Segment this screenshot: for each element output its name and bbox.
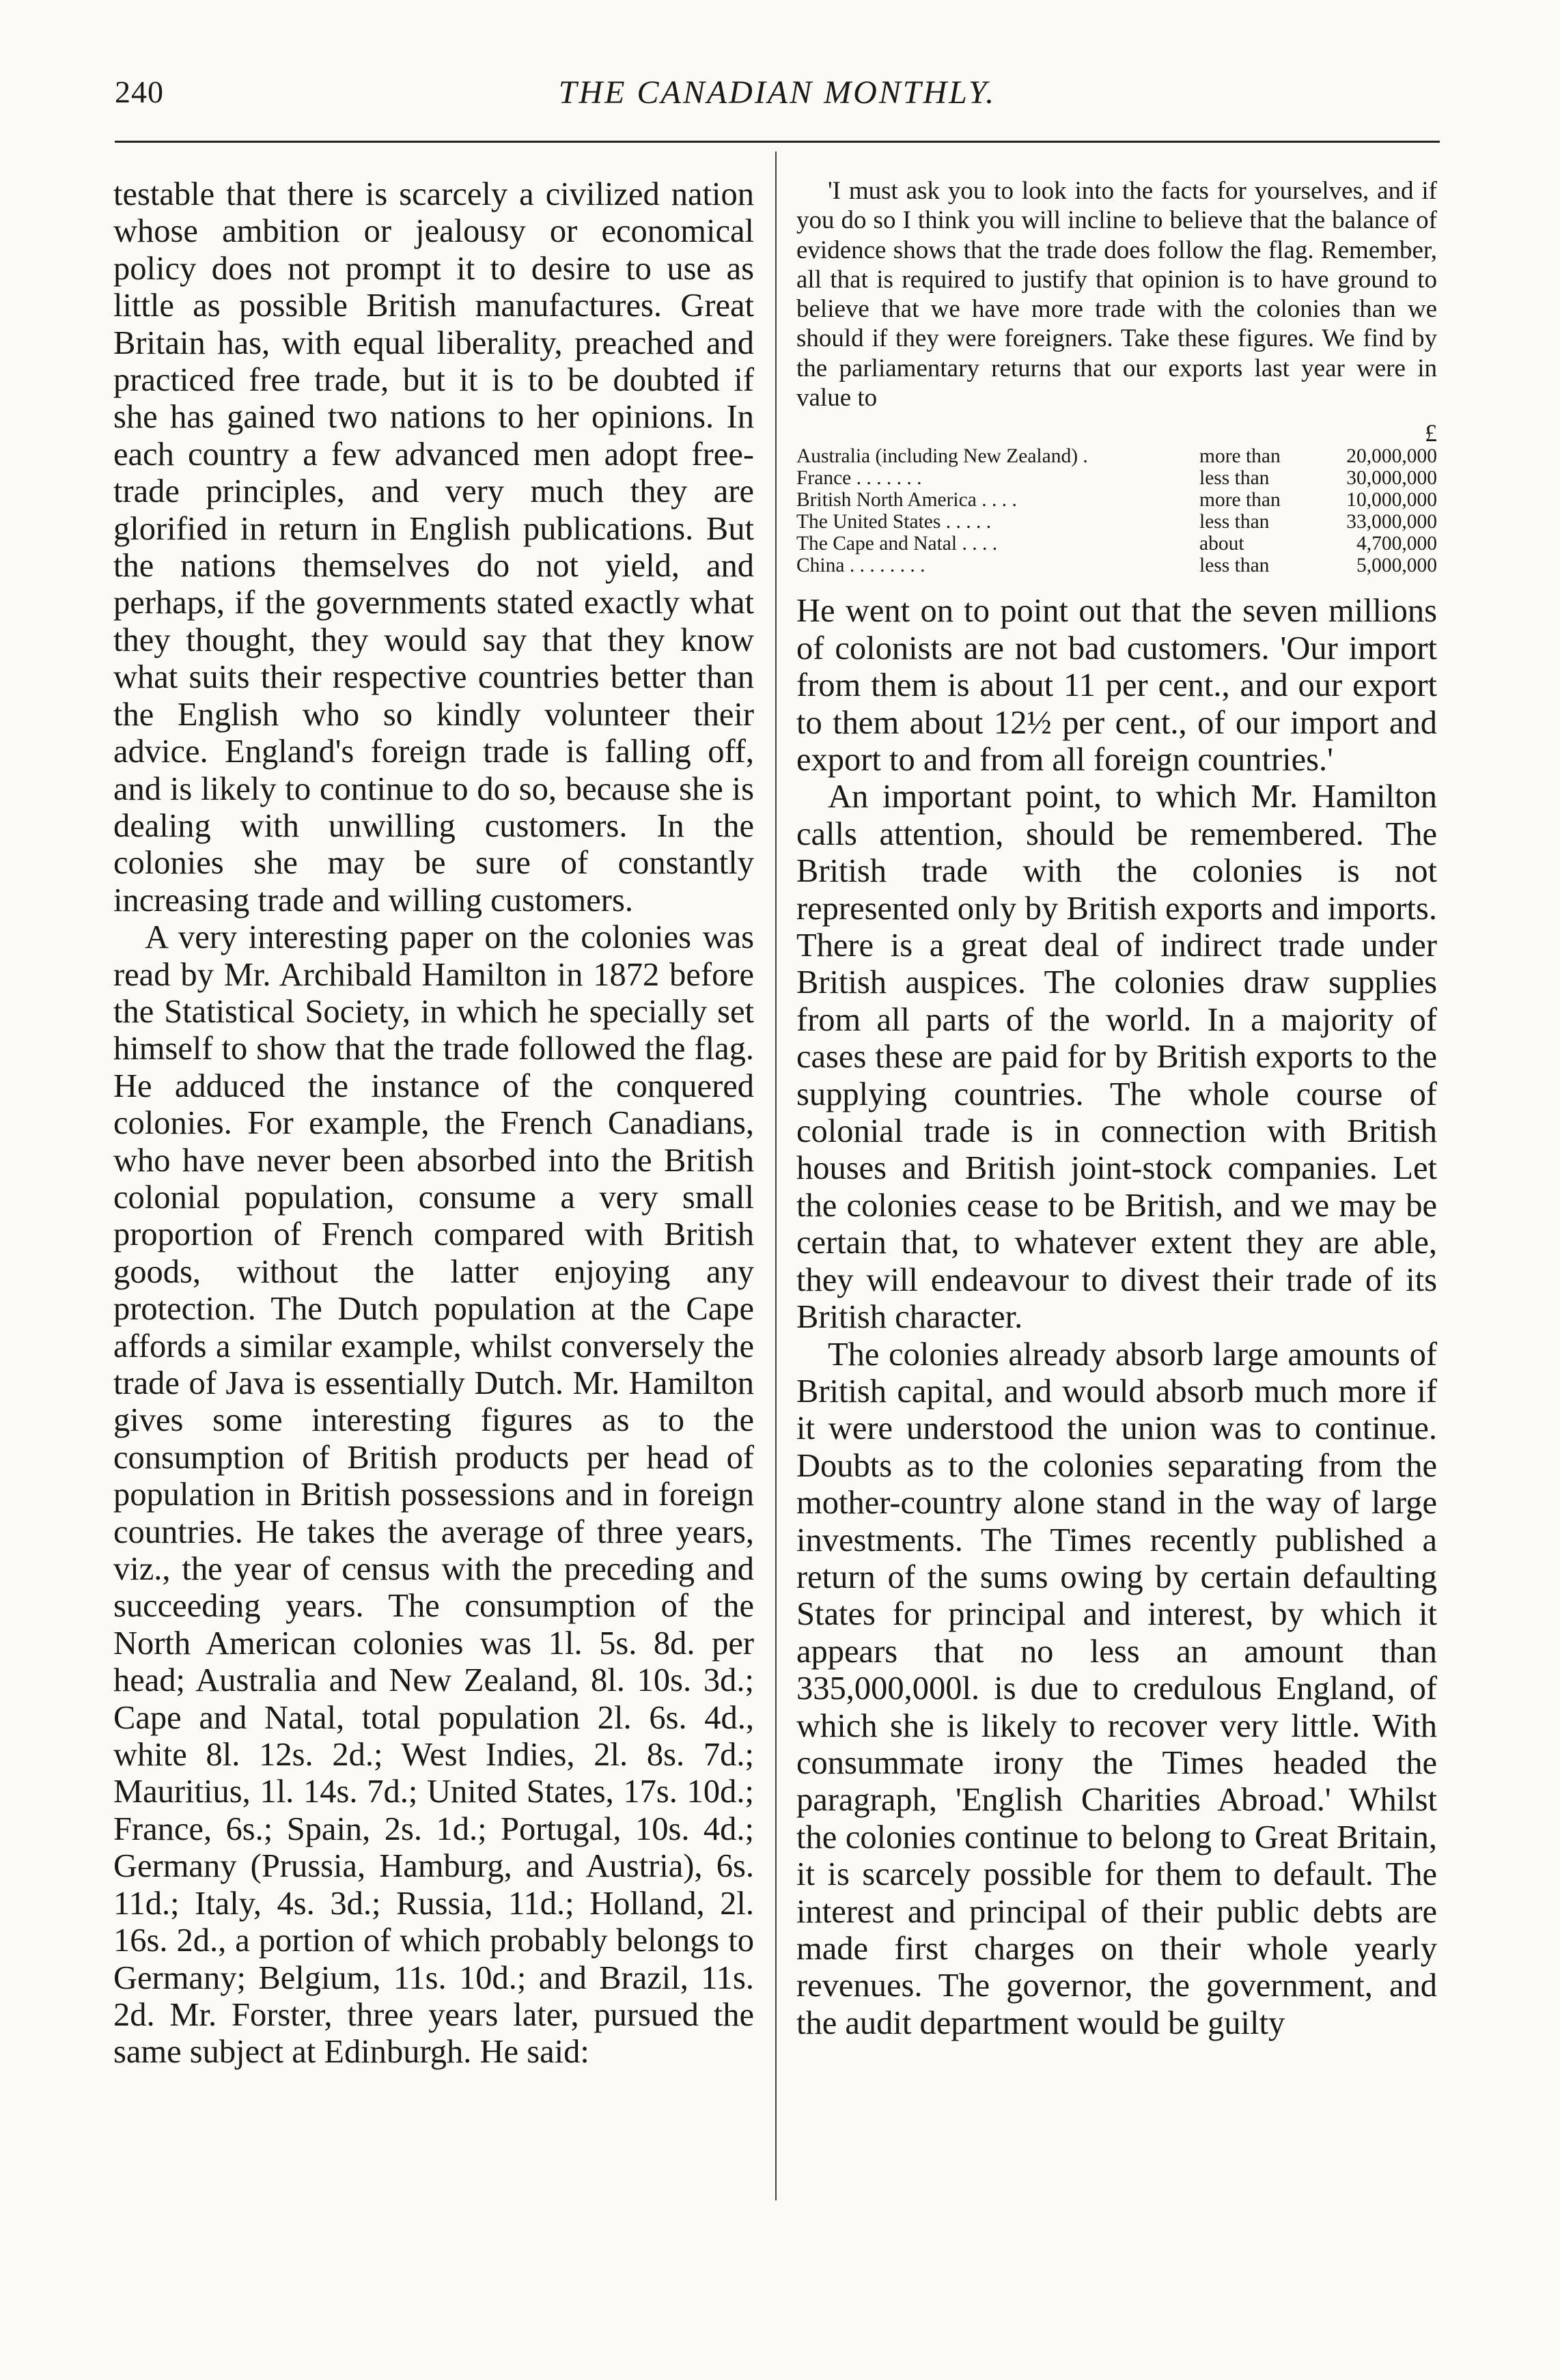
table-cell-relation: less than <box>1199 467 1270 490</box>
right-paragraph-2: An important point, to which Mr. Hamilton calls attention, should be remembered. The British trade with the colonies is not represented only by British exports and imports. There is a great deal of indirect trade under British auspices. The colonies draw supplies from all parts of the world. In a majority of cases these are paid for by British exports to the supplying countries. The whole course of colonial trade is in connection with British houses and British joint-stock companies. Let the colonies cease to be British, and we may be certain that, to whatever extent they are able, they will endeavour to divest their trade of its British character. <box>796 779 1437 1336</box>
table-cell-country <box>796 445 1199 467</box>
table-currency-row <box>796 422 1437 445</box>
currency-symbol: £ <box>1425 419 1437 447</box>
page-header <box>115 74 1440 122</box>
table-cell-relation: about <box>1199 533 1244 555</box>
country-name: British North America <box>796 489 977 512</box>
table-cell-value: 10,000,000 <box>1346 489 1437 512</box>
table-row <box>796 467 1437 489</box>
table-cell-value: 30,000,000 <box>1346 467 1437 490</box>
left-paragraph-1: testable that there is scarcely a civilized nation whose ambition or jealousy or economical policy does not prompt it to desire to use as little as possible British manufactures. Great Britain has, with equal liberality, preached and practiced free trade, but it is to be doubted if she has gained two nations to her opinions. In each country a few advanced men adopt free-trade principles, and very much they are glorified in return in English publications. But the nations themselves do not yield, and perhaps, if the governments stated exactly what they thought, they would say that they know what suits their respective countries better than the English who so kindly volunteer their advice. England's foreign trade is falling off, and is likely to continue to do so, because she is dealing with unwilling customers. In the colonies she may be sure of constantly increasing trade and willing customers. <box>113 176 754 919</box>
country-name: China <box>796 555 845 577</box>
page-number: 240 <box>115 74 164 109</box>
table-cell-relation: less than <box>1199 555 1270 577</box>
table-row <box>796 533 1437 555</box>
dot-leader: . . . . . . . <box>851 467 922 490</box>
dot-leader: . . . . <box>957 533 998 555</box>
dot-leader: . <box>1078 445 1088 468</box>
table-cell-country <box>796 489 1199 511</box>
table-cell-relation: less than <box>1199 511 1270 533</box>
table-row <box>796 555 1437 576</box>
table-cell-value: 33,000,000 <box>1346 511 1437 533</box>
table-cell-value: 5,000,000 <box>1356 555 1437 577</box>
country-name: France <box>796 467 852 490</box>
table-cell-relation: more than <box>1199 445 1281 468</box>
right-column <box>796 176 1437 2042</box>
table-cell-country <box>796 511 1199 533</box>
table-cell-country <box>796 555 1199 576</box>
forster-quote: 'I must ask you to look into the facts for yourselves, and if you do so I think you will incline to believe that the balance of evidence shows that the trade does follow the flag. Remember, all that is required to justify that opinion is to have ground to believe that we have more trade with the colonies than we should if they were foreigners. Take these figures. We find by the parliamentary returns that our exports last year were in value to <box>796 177 1437 412</box>
table-cell-value: 4,700,000 <box>1356 533 1437 555</box>
header-rule <box>115 141 1440 143</box>
dot-leader: . . . . <box>976 489 1017 512</box>
right-paragraph-1: He went on to point out that the seven millions of colonists are not bad customers. 'Our import from them is about 11 per cent., and our export to them about 12½ per cent., of our import and export to and from all foreign countries.' <box>796 593 1437 778</box>
table-row <box>796 511 1437 533</box>
dot-leader: . . . . . <box>941 511 992 533</box>
exports-table <box>796 419 1437 577</box>
table-row <box>796 489 1437 511</box>
table-cell-value: 20,000,000 <box>1346 445 1437 468</box>
column-divider <box>775 152 777 2200</box>
left-column <box>113 176 754 2071</box>
table-cell-country <box>796 467 1199 489</box>
running-title: THE CANADIAN MONTHLY. <box>558 74 997 111</box>
country-name: The Cape and Natal <box>796 533 958 555</box>
country-name: Australia (including New Zealand) <box>796 445 1078 468</box>
table-cell-relation: more than <box>1199 489 1281 512</box>
country-name: The United States <box>796 511 941 533</box>
table-row <box>796 445 1437 467</box>
left-paragraph-2: A very interesting paper on the colonies was read by Mr. Archibald Hamilton in 1872 before the Statistical Society, in which he specially set himself to show that the trade followed the flag. He adduced the instance of the conquered colonies. For example, the French Canadians, who have never been absorbed into the British colonial population, consume a very small proportion of French compared with British goods, without the latter enjoying any protection. The Dutch population at the Cape affords a similar example, whilst conversely the trade of Java is essentially Dutch. Mr. Hamilton gives some interesting figures as to the consumption of British products per head of population in British possessions and in foreign countries. He takes the average of three years, viz., the year of census with the preceding and succeeding years. The consumption of the North American colonies was 1l. 5s. 8d. per head; Australia and New Zealand, 8l. 10s. 3d.; Cape and Natal, total population 2l. 6s. 4d., white 8l. 12s. 2d.; West Indies, 2l. 8s. 7d.; Mauritius, 1l. 14s. 7d.; United States, 17s. 10d.; France, 6s.; Spain, 2s. 1d.; Portugal, 10s. 4d.; Germany (Prussia, Hamburg, and Austria), 6s. 11d.; Italy, 4s. 3d.; Russia, 11d.; Holland, 2l. 16s. 2d., a portion of which probably belongs to Germany; Belgium, 11s. 10d.; and Brazil, 11s. 2d. Mr. Forster, three years later, pursued the same subject at Edinburgh. He said: <box>113 919 754 2071</box>
dot-leader: . . . . . . . . <box>844 555 925 577</box>
table-cell-country <box>796 533 1199 555</box>
right-paragraph-3: The colonies already absorb large amounts of British capital, and would absorb much more if it were understood the union was to continue. Doubts as to the colonies separating from the mother-country alone stand in the way of large investments. The Times recently published a return of the sums owing by certain defaulting States for principal and interest, by which it appears that no less an amount than 335,000,000l. is due to credulous England, of which she is likely to recover very little. With consummate irony the Times headed the paragraph, 'English Charities Abroad.' Whilst the colonies continue to belong to Great Britain, it is scarcely possible for them to default. The interest and principal of their public debts are made first charges on their whole yearly revenues. The governor, the government, and the audit department would be guilty <box>796 1336 1437 2041</box>
